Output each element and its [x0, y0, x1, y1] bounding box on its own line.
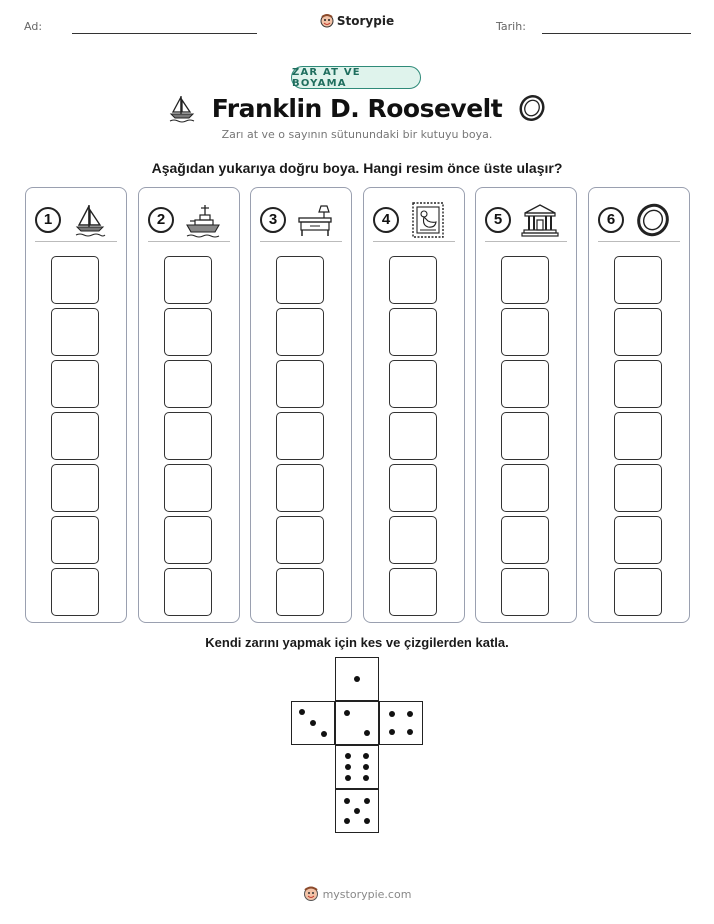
color-box[interactable]: [389, 412, 437, 460]
color-box[interactable]: [276, 516, 324, 564]
column-header: [598, 198, 680, 242]
ship-icon: [184, 201, 222, 239]
color-box[interactable]: [614, 412, 662, 460]
pip: [354, 808, 360, 814]
color-box[interactable]: [276, 360, 324, 408]
color-box[interactable]: [164, 308, 212, 356]
pip: [345, 775, 351, 781]
color-box[interactable]: [501, 308, 549, 356]
color-box[interactable]: [51, 412, 99, 460]
box-stack: [389, 256, 437, 620]
subtitle: Zarı at ve o sayının sütunundaki bir kutuyu boya.: [221, 128, 493, 141]
stamp-icon: [409, 201, 447, 239]
die-face-2: [335, 701, 379, 745]
brand-logo: [0, 13, 714, 29]
ring-icon: [634, 201, 672, 239]
box-stack: [501, 256, 549, 620]
color-box[interactable]: [164, 412, 212, 460]
column-number: 1: [35, 207, 61, 233]
ring-icon: [518, 93, 546, 123]
pip: [407, 711, 413, 717]
color-box[interactable]: [389, 308, 437, 356]
die-face-1: [335, 657, 379, 701]
desk-icon: [296, 201, 334, 239]
color-box[interactable]: [501, 516, 549, 564]
pip: [364, 818, 370, 824]
color-box[interactable]: [501, 360, 549, 408]
color-box[interactable]: [614, 256, 662, 304]
footer: [0, 885, 714, 903]
pip: [407, 729, 413, 735]
column-header: [148, 198, 230, 242]
name-label: Ad:: [24, 20, 43, 33]
date-label: Tarih:: [496, 20, 526, 33]
column-header: [35, 198, 117, 242]
color-box[interactable]: [51, 308, 99, 356]
color-box[interactable]: [501, 412, 549, 460]
sailboat-icon: [168, 93, 196, 123]
die-face-3: [291, 701, 335, 745]
column-header: [485, 198, 567, 242]
color-box[interactable]: [389, 516, 437, 564]
column-number: 6: [598, 207, 624, 233]
color-box[interactable]: [614, 464, 662, 512]
color-box[interactable]: [389, 568, 437, 616]
color-box[interactable]: [276, 256, 324, 304]
color-box[interactable]: [501, 256, 549, 304]
museum-icon: [521, 201, 559, 239]
pip: [345, 764, 351, 770]
color-box[interactable]: [164, 568, 212, 616]
pip: [363, 775, 369, 781]
column-header: [373, 198, 455, 242]
color-box[interactable]: [51, 360, 99, 408]
color-box[interactable]: [276, 412, 324, 460]
color-box[interactable]: [164, 360, 212, 408]
pip: [354, 676, 360, 682]
page-title: Franklin D. Roosevelt: [211, 93, 503, 123]
footer-url: mystorypie.com: [322, 887, 412, 901]
color-box[interactable]: [501, 464, 549, 512]
pip: [299, 709, 305, 715]
color-box[interactable]: [164, 516, 212, 564]
dice-instruction: Kendi zarını yapmak için kes ve çizgilerden katla.: [205, 635, 509, 650]
sailboat-icon: [71, 201, 109, 239]
activity-badge: ZAR AT VE BOYAMA: [291, 66, 421, 89]
pip: [363, 764, 369, 770]
color-box[interactable]: [276, 308, 324, 356]
column-header: [260, 198, 342, 242]
pip: [364, 730, 370, 736]
color-box[interactable]: [51, 568, 99, 616]
instruction: Aşağıdan yukarıya doğru boya. Hangi resim önce üste ulaşır?: [151, 160, 563, 176]
pip: [344, 710, 350, 716]
color-box[interactable]: [51, 256, 99, 304]
color-box[interactable]: [614, 568, 662, 616]
column-2: [138, 187, 240, 623]
color-box[interactable]: [614, 360, 662, 408]
column-number: 2: [148, 207, 174, 233]
pip: [389, 729, 395, 735]
die-face-5: [335, 789, 379, 833]
color-box[interactable]: [51, 516, 99, 564]
die-face-4: [379, 701, 423, 745]
column-number: 3: [260, 207, 286, 233]
box-stack: [51, 256, 99, 620]
title-row: [0, 90, 714, 126]
column-4: [363, 187, 465, 623]
pie-mascot-icon: [320, 13, 334, 29]
column-number: 5: [485, 207, 511, 233]
column-1: [25, 187, 127, 623]
die-face-6: [335, 745, 379, 789]
pie-mascot-icon: [303, 885, 319, 903]
pip: [389, 711, 395, 717]
color-box[interactable]: [164, 464, 212, 512]
pip: [344, 818, 350, 824]
color-box[interactable]: [389, 464, 437, 512]
name-line: [72, 33, 257, 34]
column-6: [588, 187, 690, 623]
brand-name: Storypie: [336, 14, 395, 28]
color-box[interactable]: [164, 256, 212, 304]
color-box[interactable]: [614, 308, 662, 356]
color-box[interactable]: [276, 464, 324, 512]
box-stack: [276, 256, 324, 620]
column-5: [475, 187, 577, 623]
pip: [344, 798, 350, 804]
pip: [321, 731, 327, 737]
pip: [310, 720, 316, 726]
color-box[interactable]: [389, 256, 437, 304]
box-stack: [164, 256, 212, 620]
color-box[interactable]: [51, 464, 99, 512]
pip: [363, 753, 369, 759]
color-box[interactable]: [501, 568, 549, 616]
date-line: [542, 33, 691, 34]
color-box[interactable]: [389, 360, 437, 408]
color-box[interactable]: [614, 516, 662, 564]
color-box[interactable]: [276, 568, 324, 616]
column-3: [250, 187, 352, 623]
pip: [364, 798, 370, 804]
pip: [345, 753, 351, 759]
column-number: 4: [373, 207, 399, 233]
box-stack: [614, 256, 662, 620]
